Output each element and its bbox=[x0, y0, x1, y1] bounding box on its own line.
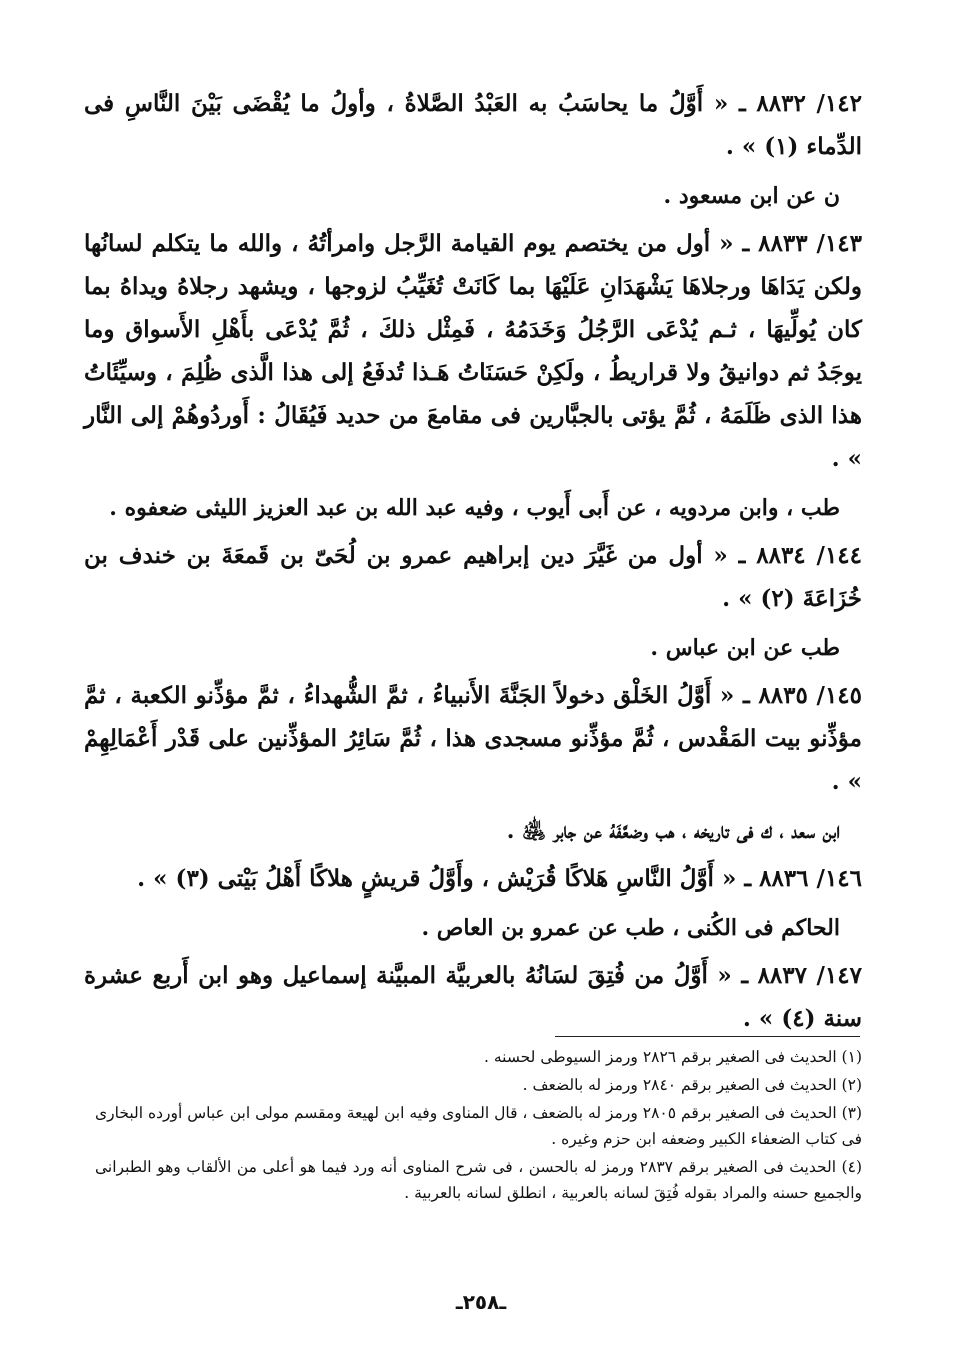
hadith-144: ١٤٤/ ٨٨٣٤ ـ « أول من غَيَّرَ دين إبراهيم عمرو بن لُحَىّ بن قَمعَةَ بن خندف بن خُزَاعَةَ (٢) » . bbox=[84, 542, 862, 612]
source-143: طب ، وابن مردويه ، عن أَبى أَيوب ، وفيه عبد الله بن عبد العزيز الليثى ضعفوه . bbox=[109, 495, 840, 521]
source-142: ن عن ابن مسعود . bbox=[663, 183, 840, 209]
source-144: طب عن ابن عباس . bbox=[650, 635, 840, 661]
footnote-3: (٣) الحديث فى الصغير برقم ٢٨٠٥ ورمز له بالضعف ، قال المناوى وفيه ابن لهيعة ومقسم مولى ابن عباس أورده البخارى فى كتاب الضعفاء الكبير وضعفه ابن حزم وغيره . bbox=[95, 1104, 863, 1148]
footnote-separator bbox=[555, 1036, 860, 1037]
hadith-146: ١٤٦/ ٨٨٣٦ ـ « أَوَّلُ النَّاسِ هَلاكًا قُرَيْش ، وأَوَّلُ قريشٍ هلاكًا أَهْلُ بَيْتى (٣) » . bbox=[137, 865, 862, 892]
hadith-147: ١٤٧/ ٨٨٣٧ ـ « أَوَّلُ من فُتِقَ لسَانُهُ بالعربيَّة المبيَّنة إسماعيل وهو ابن أَربع عشرة سنة (٤) » . bbox=[84, 962, 862, 1032]
main-text bbox=[84, 82, 862, 1048]
hadith-143: ١٤٣/ ٨٨٣٣ ـ « أول من يختصم يوم القيامة الرَّجل وامرأتُهُ ، والله ما يتكلم لسانُها ولكن يَدَاهَا ورجلاهَا يَشْهَدَانِ عَلَيْهَا بما كَانَتْ تُغَيِّبُ لزوجها ، ويشهد رجلاهُ ويداهُ بما كان يُولِّيهَا ، ثـم يُدْعَى الرَّجُلُ وَخَدَمُهُ ، فَمِثْل ذلكَ ، ثُمَّ يُدْعَى بأَهْلِ الأَسواق وما يوجَدُ ثم دوانيقُ ولا قراريطُ ، ولَكِنْ حَسَنَاتُ هَـذا تُدفَعُ إلى هذا الَّذى ظُلِمَ ، وسيِّئَاتُ هذا الذى ظَلَمَهُ ، ثُمَّ يؤتى بالجبَّارين فى مقامعَ من حديد فَيُقَالُ : أَوردُوهُمْ إلى النَّار » . bbox=[84, 230, 862, 472]
hadith-145: ١٤٥/ ٨٨٣٥ ـ « أَوَّلُ الخَلْق دخولاً الجَنَّةَ الأَنبياءُ ، ثمَّ الشُّهداءُ ، ثمَّ مؤذِّنو الكعبة ، ثمَّ مؤذِّنو بيت المَقْدس ، ثُمَّ مؤذِّنو مسجدى هذا ، ثُمَّ سَائِرُ المؤذِّنين على قَدْر أَعْمَالِهِمْ » . bbox=[84, 682, 862, 795]
hadith-142: ١٤٢/ ٨٨٣٢ ـ « أَوَّلُ ما يحاسَبُ به العَبْدُ الصَّلاةُ ، وأولُ ما يُقْضَى بَيْنَ النَّاسِ فى الدِّماء (١) » . bbox=[84, 90, 862, 160]
footnote-2: (٢) الحديث فى الصغير برقم ٢٨٤٠ ورمز له بالضعف . bbox=[522, 1076, 862, 1094]
source-146: الحاكم فى الكُنى ، طب عن عمرو بن العاص . bbox=[421, 915, 840, 941]
footnote-1: (١) الحديث فى الصغير برقم ٢٨٢٦ ورمز السيوطى لحسنه . bbox=[484, 1048, 862, 1066]
footnotes bbox=[95, 1044, 862, 1208]
footnote-4: (٤) الحديث فى الصغير برقم ٢٨٣٧ ورمز له بالحسن ، فى شرح المناوى أنه ورد فيما هو أعلى من الألقاب وهو الطبرانى والجميع حسنه والمراد بقوله فُتِقَ لسانه بالعربية ، انطلق لسانه بالعربية . bbox=[95, 1158, 862, 1202]
source-145: ابن سعد ، ك فى تاريخه ، هب وضعَّفَهُ عن جابر ﵁ . bbox=[506, 818, 840, 844]
page-number: ـ٢٥٨ـ bbox=[455, 1290, 507, 1314]
